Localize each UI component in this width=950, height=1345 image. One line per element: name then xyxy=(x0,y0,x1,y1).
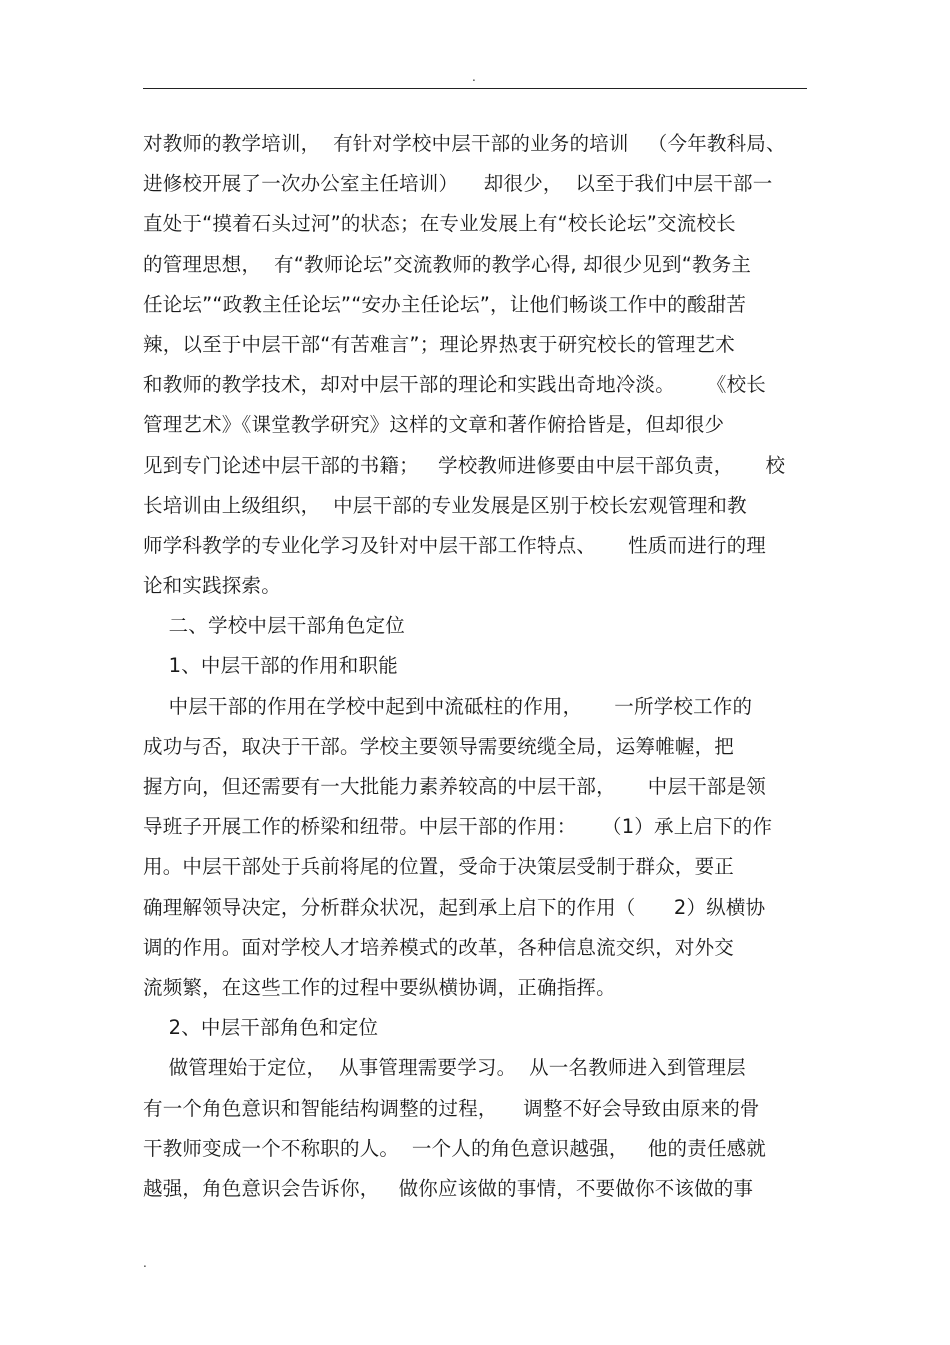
text-line: 进修校开展了一次办公室主任培训） 却很少， 以至于我们中层干部一 xyxy=(143,172,773,196)
text-line: 有一个角色意识和智能结构调整的过程， 调整不好会导致由原来的骨 xyxy=(143,1096,760,1120)
text-line: 调的作用。面对学校人才培养模式的改革，各种信息流交织，对外交 xyxy=(143,935,735,959)
section-heading: 二、学校中层干部角色定位 xyxy=(143,614,405,638)
text-line: 对教师的教学培训， 有针对学校中层干部的业务的培训 （今年教科局、 xyxy=(143,132,786,155)
text-line: 干教师变成一个不称职的人。 一个人的角色意识越强， 他的责任感就 xyxy=(143,1136,766,1160)
text-line: 导班子开展工作的桥梁和纽带。中层干部的作用： （1）承上启下的作 xyxy=(143,815,773,839)
text-line: 流频繁，在这些工作的过程中要纵横协调，正确指挥。 xyxy=(143,975,616,999)
text-line: 任论坛”“政教主任论坛”“安办主任论坛”，让他们畅谈工作中的酸甜苦 xyxy=(143,292,747,316)
text-line: 师学科教学的专业化学习及针对中层干部工作特点、 性质而进行的理 xyxy=(143,533,766,557)
text-line: 成功与否，取决于干部。学校主要领导需要统缆全局，运筹帷幄，把 xyxy=(143,734,735,758)
header-mark: . xyxy=(472,70,476,84)
text-line: 用。中层干部处于兵前将尾的位置，受命于决策层受制于群众，要正 xyxy=(143,855,735,879)
text-line: 确理解领导决定，分析群众状况，起到承上启下的作用（ 2）纵横协 xyxy=(143,895,766,919)
text-line: 做管理始于定位， 从事管理需要学习。 从一名教师进入到管理层 xyxy=(143,1056,746,1080)
text-line: 和教师的教学技术，却对中层干部的理论和实践出奇地冷淡。 《校长 xyxy=(143,373,766,397)
text-line: 管理艺术》《课堂教学研究》这样的文章和著作俯拾皆是，但却很少 xyxy=(143,413,725,437)
text-line: 越强，角色意识会告诉你， 做你应该做的事情，不要做你不该做的事 xyxy=(143,1176,754,1200)
text-line: 辣，以至于中层干部“有苦难言”；理论界热衷于研究校长的管理艺术 xyxy=(143,332,735,356)
footer-mark: . xyxy=(143,1256,147,1270)
text-line: 握方向，但还需要有一大批能力素养较高的中层干部， 中层干部是领 xyxy=(143,775,766,798)
subsection-heading: 2、中层干部角色和定位 xyxy=(143,1016,379,1040)
text-line: 论和实践探索。 xyxy=(143,574,281,598)
header-rule xyxy=(143,88,807,89)
text-line: 见到专门论述中层干部的书籍； 学校教师进修要由中层干部负责， 校 xyxy=(143,453,786,477)
text-line: 长培训由上级组织， 中层干部的专业发展是区别于校长宏观管理和教 xyxy=(143,493,747,517)
text-line: 直处于“摸着石头过河”的状态；在专业发展上有“校长论坛”交流校长 xyxy=(143,212,736,236)
text-line: 中层干部的作用在学校中起到中流砥柱的作用， 一所学校工作的 xyxy=(143,694,753,718)
subsection-heading: 1、中层干部的作用和职能 xyxy=(143,654,398,678)
text-line: 的管理思想， 有“教师论坛”交流教师的教学心得, 却很少见到“教务主 xyxy=(143,252,752,276)
document-body xyxy=(143,124,843,1209)
